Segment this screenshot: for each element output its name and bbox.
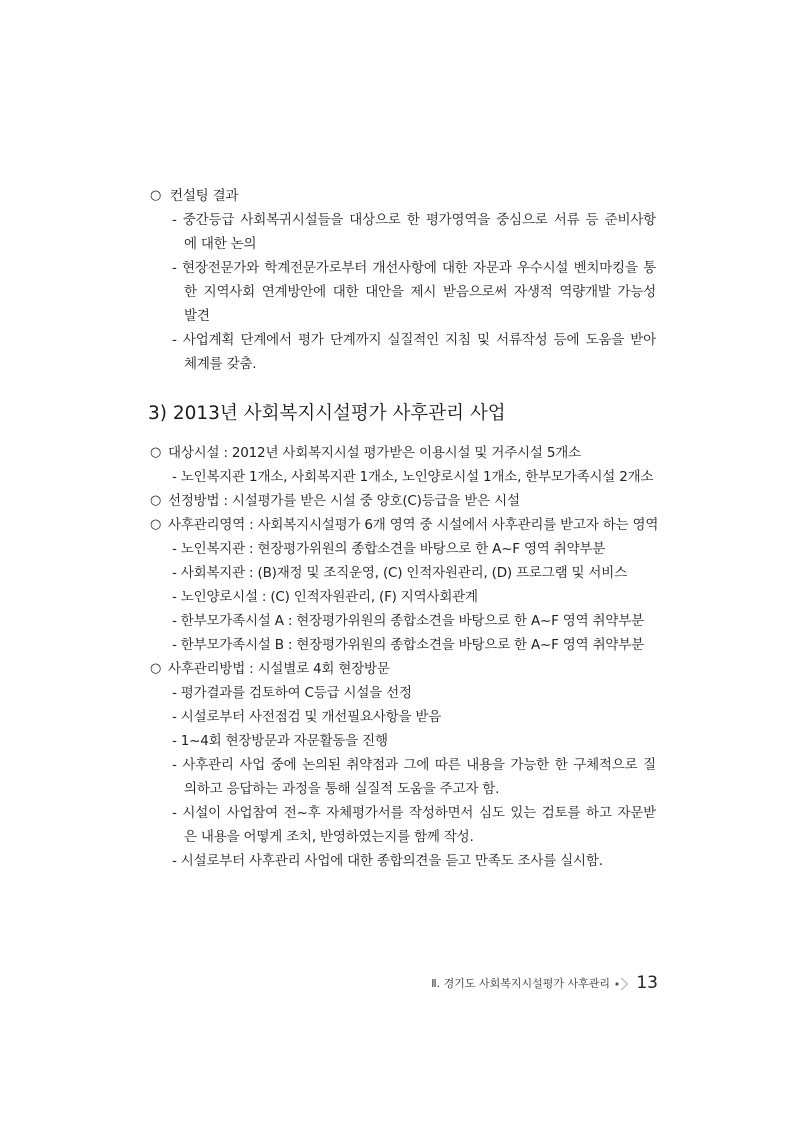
section1-item3-line2: 체계를 갖춤. — [184, 356, 257, 372]
running-title: Ⅱ. 경기도 사회복지시설평가 사후관리 — [431, 977, 610, 990]
target-facilities-title: 대상시설 : 2012년 사회복지시설 평가받은 이용시설 및 거주시설 5개소 — [168, 445, 581, 461]
section1-title: 컨설팅 결과 — [170, 188, 239, 204]
bullet-circle: ○ — [150, 661, 162, 676]
section1-item2-line3: 발견 — [184, 308, 210, 324]
target-facilities-item: - 노인복지관 1개소, 사회복지관 1개소, 노인양로시설 1개소, 한부모가족시설 2개소 — [172, 469, 654, 485]
followup-area-item: - 한부모가족시설 B : 현장평가위원의 종합소견을 바탕으로 한 A~F 영역 취약부분 — [172, 637, 644, 653]
bullet-circle: ○ — [150, 517, 162, 532]
followup-method-item: - 시설로부터 사후관리 사업에 대한 종합의견을 듣고 만족도 조사를 실시함. — [172, 853, 603, 869]
followup-method-title: 사후관리방법 : 시설별로 4회 현장방문 — [168, 661, 390, 677]
section1-item2-line2: 한 지역사회 연계방안에 대한 대안을 제시 받음으로써 자생적 역량개발 가능성 — [184, 284, 656, 300]
followup-method-item-line2: 은 내용을 어떻게 조치, 반영하였는지를 함께 작성. — [184, 829, 474, 845]
section1-item1-line1: - 중간등급 사회복귀시설들을 대상으로 한 평가영역을 중심으로 서류 등 준비사항 — [172, 212, 656, 228]
followup-method-item: - 시설로부터 사전점검 및 개선필요사항을 받음 — [172, 709, 442, 725]
double-chevron-right-icon — [614, 975, 632, 993]
followup-area-item: - 한부모가족시설 A : 현장평가위원의 종합소견을 바탕으로 한 A~F 영역 취약부분 — [172, 613, 644, 629]
section1-item2-line1: - 현장전문가와 학계전문가로부터 개선사항에 대한 자문과 우수시설 벤치마킹을 통 — [172, 260, 656, 276]
section1-item1-line2: 에 대한 논의 — [184, 236, 257, 252]
followup-area-title: 사후관리영역 : 사회복지시설평가 6개 영역 중 시설에서 사후관리를 받고자 하는 영역 — [168, 517, 659, 533]
followup-method-item: - 1~4회 현장방문과 자문활동을 진행 — [172, 733, 388, 749]
followup-method-item-line1: - 시설이 사업참여 전~후 자체평가서를 작성하면서 심도 있는 검토를 하고 자문받 — [172, 805, 656, 821]
section-heading: 3) 2013년 사회복지시설평가 사후관리 사업 — [148, 403, 506, 424]
followup-area-item: - 사회복지관 : (B)재정 및 조직운영, (C) 인적자원관리, (D) 프로그램 및 서비스 — [172, 565, 627, 581]
bullet-circle: ○ — [150, 445, 162, 460]
section1-item3-line1: - 사업계획 단계에서 평가 단계까지 실질적인 지침 및 서류작성 등에 도움을 받아 — [172, 332, 656, 348]
followup-method-item: - 평가결과를 검토하여 C등급 시설을 선정 — [172, 685, 412, 701]
page-number: 13 — [636, 973, 658, 993]
followup-method-item-line2: 의하고 응답하는 과정을 통해 실질적 도움을 주고자 함. — [184, 781, 500, 797]
page-footer — [400, 973, 658, 995]
bullet-circle: ○ — [150, 188, 162, 203]
followup-method-item-line1: - 사후관리 사업 중에 논의된 취약점과 그에 따른 내용을 가능한 한 구체적으로 질 — [172, 757, 656, 773]
bullet-circle: ○ — [150, 493, 162, 508]
selection-method-title: 선정방법 : 시설평가를 받은 시설 중 양호(C)등급을 받은 시설 — [168, 493, 520, 509]
followup-area-item: - 노인양로시설 : (C) 인적자원관리, (F) 지역사회관계 — [172, 589, 478, 605]
followup-area-item: - 노인복지관 : 현장평가위원의 종합소견을 바탕으로 한 A~F 영역 취약부분 — [172, 541, 606, 557]
